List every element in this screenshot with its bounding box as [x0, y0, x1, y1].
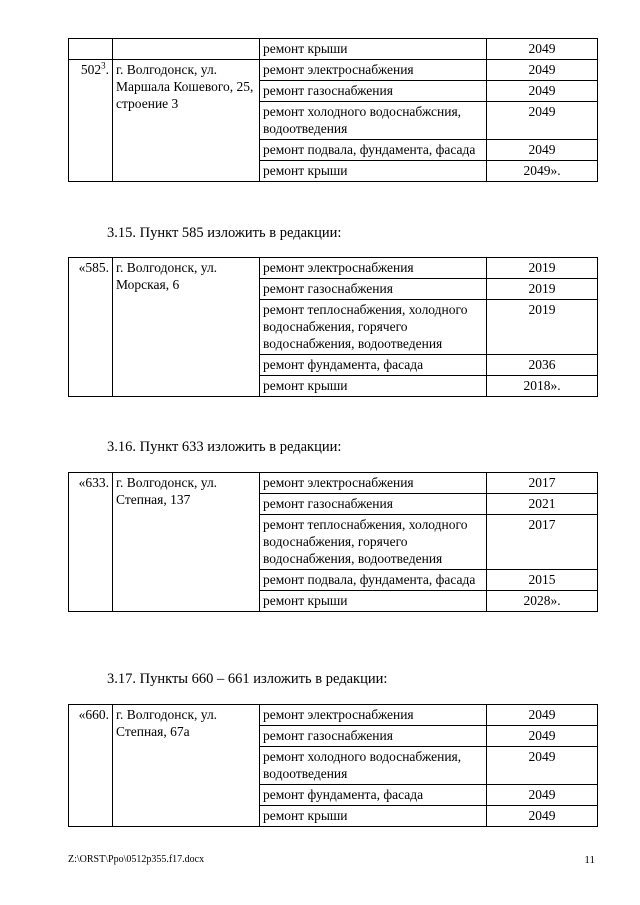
table-item-585 — [68, 257, 598, 397]
heading-3-16: 3.16. Пункт 633 изложить в редакции: — [107, 439, 342, 455]
item-number: 502 — [80, 62, 102, 77]
item-number-sup: 3 — [101, 60, 106, 71]
cell-work: ремонт электроснабжения — [260, 705, 487, 726]
cell-year: 2049 — [487, 140, 598, 161]
item-number-suffix: . — [105, 62, 109, 77]
cell-year: 2019 — [487, 300, 598, 355]
cell-year: 2019 — [487, 258, 598, 279]
cell-year: 2049 — [487, 747, 598, 785]
cell-num — [69, 60, 113, 182]
cell-year: 2049 — [487, 39, 598, 60]
cell-year: 2015 — [487, 570, 598, 591]
cell-work: ремонт электроснабжения — [260, 60, 487, 81]
heading-3-17: 3.17. Пункты 660 – 661 изложить в редакции: — [107, 671, 388, 687]
footer-page-number: 11 — [584, 854, 595, 866]
heading-3-15: 3.15. Пункт 585 изложить в редакции: — [107, 225, 342, 241]
table-item-633 — [68, 472, 598, 612]
cell-address: г. Волгодонск, ул. Степная, 67а — [113, 705, 260, 827]
cell-year: 2049 — [487, 785, 598, 806]
cell-work: ремонт фундамента, фасада — [260, 785, 487, 806]
cell-address: г. Волгодонск, ул. Степная, 137 — [113, 473, 260, 612]
cell-year: 2049 — [487, 102, 598, 140]
table-item-660 — [68, 704, 598, 827]
cell-work: ремонт электроснабжения — [260, 473, 487, 494]
cell-num: «660. — [69, 705, 113, 827]
cell-work: ремонт крыши — [260, 591, 487, 612]
cell-work: ремонт холодного водоснабжения, водоотведения — [260, 747, 487, 785]
cell-year: 2049 — [487, 705, 598, 726]
cell-work: ремонт газоснабжения — [260, 81, 487, 102]
cell-address: г. Волгодонск, ул. Морская, 6 — [113, 258, 260, 397]
cell-year: 2019 — [487, 279, 598, 300]
cell-num-empty — [69, 39, 113, 60]
table-row — [69, 705, 598, 726]
cell-year: 2049 — [487, 726, 598, 747]
table-row — [69, 39, 598, 60]
cell-work: ремонт теплоснабжения, холодного водоснабжения, горячего водоснабжения, водоотведения — [260, 300, 487, 355]
cell-year: 2036 — [487, 355, 598, 376]
cell-work: ремонт крыши — [260, 806, 487, 827]
cell-work: ремонт крыши — [260, 161, 487, 182]
cell-work: ремонт подвала, фундамента, фасада — [260, 570, 487, 591]
cell-year: 2049 — [487, 60, 598, 81]
cell-work: ремонт теплоснабжения, холодного водоснабжения, горячего водоснабжения, водоотведения — [260, 515, 487, 570]
cell-work: ремонт подвала, фундамента, фасада — [260, 140, 487, 161]
cell-year: 2017 — [487, 473, 598, 494]
cell-work: ремонт газоснабжения — [260, 494, 487, 515]
cell-work: ремонт электроснабжения — [260, 258, 487, 279]
cell-address-empty — [113, 39, 260, 60]
cell-work: ремонт крыши — [260, 376, 487, 397]
cell-year: 2018». — [487, 376, 598, 397]
cell-year: 2049 — [487, 806, 598, 827]
cell-work: ремонт газоснабжения — [260, 726, 487, 747]
cell-work: ремонт холодного водоснабжсния, водоотведения — [260, 102, 487, 140]
cell-num: «633. — [69, 473, 113, 612]
table-row — [69, 258, 598, 279]
cell-year: 2017 — [487, 515, 598, 570]
cell-work: ремонт фундамента, фасада — [260, 355, 487, 376]
cell-year: 2049». — [487, 161, 598, 182]
footer-file-path: Z:\ORST\Ppo\0512p355.f17.docx — [68, 854, 205, 865]
table-item-502-3 — [68, 38, 598, 182]
cell-work: ремонт крыши — [260, 39, 487, 60]
table-row — [69, 473, 598, 494]
table-row — [69, 60, 598, 81]
cell-year: 2049 — [487, 81, 598, 102]
cell-address: г. Волгодонск, ул. Маршала Кошевого, 25, строение 3 — [113, 60, 260, 182]
cell-num: «585. — [69, 258, 113, 397]
cell-work: ремонт газоснабжения — [260, 279, 487, 300]
cell-year: 2021 — [487, 494, 598, 515]
cell-year: 2028». — [487, 591, 598, 612]
